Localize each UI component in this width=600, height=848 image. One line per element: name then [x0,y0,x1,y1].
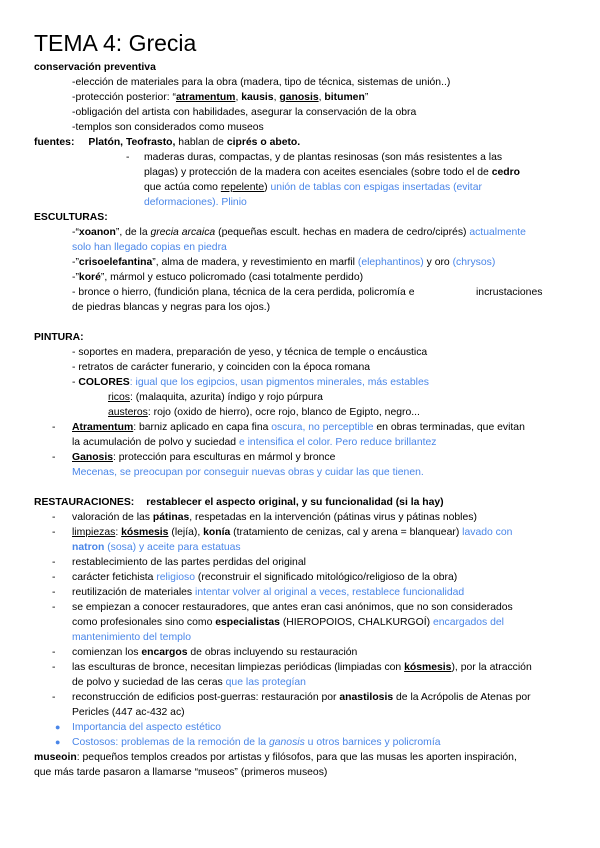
conservacion-line: -templos son considerados como museos [72,122,264,133]
list-dash: - [52,602,56,613]
list-dash: - [52,512,56,523]
pintura-line: Mecenas, se preocupan por conseguir nuevas obras y cuidar las que tienen. [72,467,424,478]
restauraciones-item: valoración de las pátinas, respetadas en la intervención (pátinas virus y pátinas nobles) [72,512,477,523]
bullet-icon: ● [55,722,61,732]
esculturas-line: solo han llegado copias en piedra [72,242,227,253]
list-dash: - [52,527,56,538]
pintura-line: Ganosis: protección para esculturas en mármol y bronce [72,452,336,463]
pintura-line: - retratos de carácter funerario, y coinciden con la época romana [72,362,371,373]
restauraciones-item: restablecimiento de las partes perdidas del original [72,557,306,568]
fuentes-line: deformaciones). Plinio [144,197,247,208]
pintura-line: - soportes en madera, preparación de yeso, y técnica de temple o encáustica [72,347,428,358]
section-heading-pintura: PINTURA: [34,332,84,343]
pintura-line: ricos: (malaquita, azurita) índigo y rojo púrpura [108,392,323,403]
conservacion-line: -protección posterior: “atramentum, kausis, ganosis, bitumen” [72,92,369,103]
museoin-line: que más tarde pasaron a llamarse “museos” (primeros museos) [34,767,328,778]
conservacion-line: -obligación del artista con habilidades, asegurar la conservación de la obra [72,107,417,118]
restauraciones-item: comienzan los encargos de obras incluyendo su restauración [72,647,358,658]
restauraciones-item: como profesionales sino como especialistas (HIEROPOIOS, CHALKURGOÍ) encargados del [72,617,504,628]
pintura-line: austeros: rojo (oxido de hierro), ocre rojo, blanco de Egipto, negro... [108,407,420,418]
list-dash: - [52,662,56,673]
restauraciones-item: se empiezan a conocer restauradores, que antes eran casi anónimos, que no son considerados [72,602,513,613]
esculturas-line: de piedras blancas y negras para los ojos.) [72,302,271,313]
list-dash: - [52,692,56,703]
esculturas-line: -“xoanon”, de la grecia arcaica (pequeñas escult. hechas en madera de cedro/ciprés) actualmente [72,227,526,238]
section-heading-conservacion: conservación preventiva [34,62,156,73]
fuentes-line: fuentes: Platón, Teofrasto, hablan de ciprés o abeto. [34,137,301,148]
restauraciones-item: reconstrucción de edificios post-guerras: restauración por anastilosis de la Acrópolis de Atenas por [72,692,531,703]
note-item: Costosos: problemas de la remoción de la ganosis u otros barnices y policromía [72,737,441,748]
page-title: TEMA 4: Grecia [34,30,197,56]
list-dash: - [52,572,56,583]
esculturas-line: -”koré”, mármol y estuco policromado (casi totalmente perdido) [72,272,364,283]
list-dash: - [52,647,56,658]
esculturas-line: - bronce o hierro, (fundición plana, técnica de la cera perdida, policromía e [72,287,415,298]
restauraciones-item: carácter fetichista religioso (reconstruir el significado mitológico/religioso de la obra) [72,572,458,583]
restauraciones-item: limpiezas: kósmesis (lejía), konía (tratamiento de cenizas, cal y arena = blanquear) lavado con [72,527,513,538]
esculturas-line: -”crisoelefantina”, alma de madera, y revestimiento en marfil (elephantinos) y oro (chrysos) [72,257,496,268]
note-item: Importancia del aspecto estético [72,722,222,733]
pintura-line: la acumulación de polvo y suciedad e intensifica el color. Pero reduce brillantez [72,437,437,448]
section-heading-esculturas: ESCULTURAS: [34,212,108,223]
pintura-line: - COLORES: igual que los egipcios, usan pigmentos minerales, más estables [72,377,429,388]
restauraciones-item: las esculturas de bronce, necesitan limpiezas periódicas (limpiadas con kósmesis), por la atracción [72,662,532,673]
fuentes-line: que actúa como repelente) unión de tablas con espigas insertadas (evitar [144,182,482,193]
restauraciones-item: Pericles (447 ac-432 ac) [72,707,185,718]
fuentes-line: maderas duras, compactas, y de plantas resinosas (son más resistentes a las [144,152,503,163]
bullet-icon: ● [55,737,61,747]
list-dash: - [126,152,130,163]
list-dash: - [52,587,56,598]
section-heading-restauraciones: RESTAURACIONES: restablecer el aspecto original, y su funcionalidad (si la hay) [34,497,444,508]
restauraciones-item: reutilización de materiales intentar volver al original a veces, restablece funcionalidad [72,587,465,598]
esculturas-line: incrustaciones [476,287,543,298]
list-dash: - [52,452,56,463]
restauraciones-item: de polvo y suciedad de las ceras que las protegían [72,677,306,688]
restauraciones-item: mantenimiento del templo [72,632,191,643]
fuentes-line: plagas) y protección de la madera con aceites esenciales (sobre todo el de cedro [144,167,521,178]
museoin-line: museoin: pequeños templos creados por artistas y filósofos, para que las musas les aporten inspiración, [34,752,517,763]
list-dash: - [52,422,56,433]
restauraciones-item: natron (sosa) y aceite para estatuas [72,542,241,553]
pintura-line: Atramentum: barniz aplicado en capa fina oscura, no perceptible en obras terminadas, que evitan [72,422,525,433]
conservacion-line: -elección de materiales para la obra (madera, tipo de técnica, sistemas de unión..) [72,77,451,88]
list-dash: - [52,557,56,568]
